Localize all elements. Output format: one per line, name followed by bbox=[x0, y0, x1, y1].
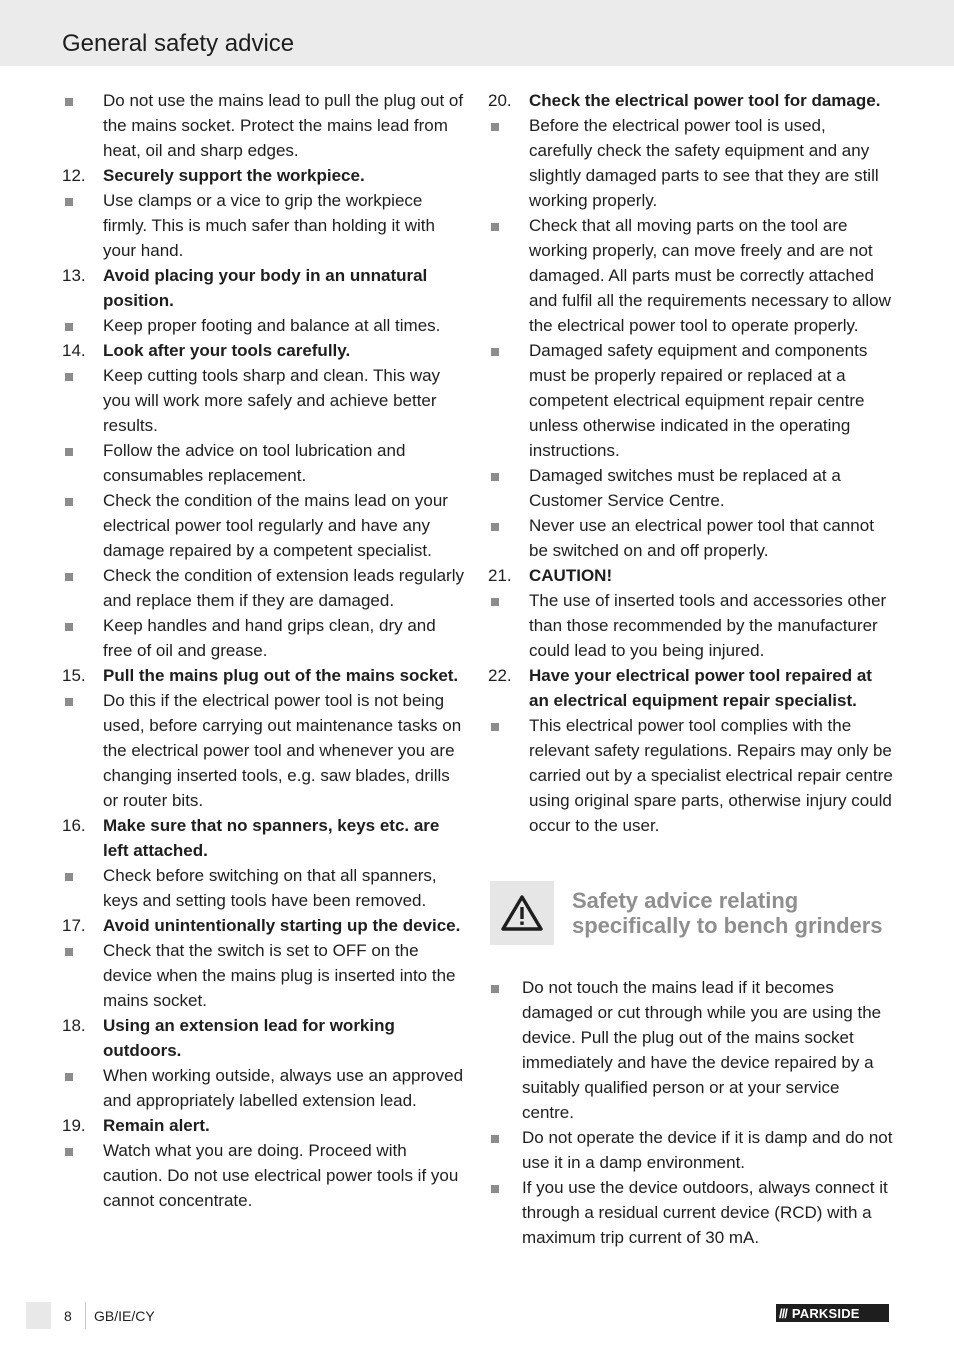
bullet-item bbox=[62, 313, 467, 338]
bullet-square bbox=[65, 448, 73, 456]
bullet-text: Do not touch the mains lead if it becomes damaged or cut through while you are using the device. Pull the plug out of the mains socket immediately and have the device repaired by a suitably qualified person or at your service centre. bbox=[522, 978, 882, 1122]
bullet-square bbox=[65, 623, 73, 631]
bullet-text: Follow the advice on tool lubrication and consumables replacement. bbox=[103, 441, 406, 485]
page-number: 8 bbox=[64, 1308, 72, 1324]
bullet-item bbox=[488, 588, 893, 663]
warning-box bbox=[490, 881, 554, 945]
brand-logo bbox=[776, 1304, 889, 1322]
bullet-square-icon bbox=[488, 588, 529, 613]
item-number: 14. bbox=[62, 341, 86, 360]
bullet-square-icon bbox=[488, 713, 529, 738]
warning-triangle-icon bbox=[500, 894, 544, 932]
bullet-square-icon bbox=[488, 513, 529, 538]
heading-text: Look after your tools carefully. bbox=[103, 341, 351, 360]
bullet-square bbox=[491, 123, 499, 131]
heading-text: Make sure that no spanners, keys etc. are left attached. bbox=[103, 816, 440, 860]
section-bullet-item bbox=[488, 975, 893, 1125]
numbered-heading bbox=[62, 263, 467, 313]
bullet-text: Check that the switch is set to OFF on the device when the mains plug is inserted into the mains socket. bbox=[103, 941, 456, 1010]
bullet-square bbox=[65, 498, 73, 506]
footer-divider bbox=[85, 1302, 86, 1329]
item-number: 16. bbox=[62, 816, 86, 835]
bullet-square-icon bbox=[62, 438, 103, 463]
numbered-heading bbox=[62, 813, 467, 863]
bullet-item bbox=[62, 363, 467, 438]
bullet-square bbox=[491, 985, 499, 993]
bullet-text: Keep handles and hand grips clean, dry and free of oil and grease. bbox=[103, 616, 436, 660]
page-header bbox=[0, 0, 954, 66]
bullet-text: Damaged safety equipment and components must be properly repaired or replaced at a competent electrical equipment repair centre unless otherwise indicated in the operating instructions. bbox=[529, 341, 868, 460]
bullet-item bbox=[62, 188, 467, 263]
bullet-square bbox=[65, 323, 73, 331]
bullet-square bbox=[65, 373, 73, 381]
bullet-square bbox=[491, 1185, 499, 1193]
bullet-item bbox=[488, 513, 893, 563]
heading-text: Remain alert. bbox=[103, 1116, 210, 1135]
item-number: 18. bbox=[62, 1016, 86, 1035]
bullet-square-icon bbox=[62, 488, 103, 513]
bullet-square bbox=[65, 1073, 73, 1081]
bullet-square bbox=[65, 98, 73, 106]
bullet-square-icon bbox=[62, 563, 103, 588]
bullet-square-icon bbox=[62, 1063, 103, 1088]
heading-text: Check the electrical power tool for damage. bbox=[529, 91, 881, 110]
bullet-square-icon bbox=[62, 88, 103, 113]
bullet-text: Check before switching on that all spanners, keys and setting tools have been removed. bbox=[103, 866, 437, 910]
item-number: 22. bbox=[488, 666, 512, 685]
numbered-heading bbox=[62, 338, 467, 363]
bullet-item bbox=[488, 338, 893, 463]
bullet-square bbox=[491, 1135, 499, 1143]
bullet-text: Keep proper footing and balance at all times. bbox=[103, 316, 441, 335]
right-column bbox=[488, 88, 893, 1250]
numbered-heading bbox=[62, 1113, 467, 1138]
bullet-square-icon bbox=[62, 938, 103, 963]
item-number: 17. bbox=[62, 916, 86, 935]
bullet-square bbox=[65, 698, 73, 706]
bullet-item bbox=[62, 1063, 467, 1113]
bullet-square-icon bbox=[488, 113, 529, 138]
bullet-square bbox=[491, 723, 499, 731]
heading-text: CAUTION! bbox=[529, 566, 613, 585]
section-bullet-item bbox=[488, 1125, 893, 1175]
item-number: 13. bbox=[62, 266, 86, 285]
bullet-item bbox=[62, 438, 467, 488]
section-bullet-item bbox=[488, 1175, 893, 1250]
heading-text: Have your electrical power tool repaired at an electrical equipment repair specialist. bbox=[529, 666, 872, 710]
bullet-square bbox=[65, 198, 73, 206]
bullet-item bbox=[62, 88, 467, 163]
item-number: 19. bbox=[62, 1116, 86, 1135]
bullet-text: This electrical power tool complies with the relevant safety regulations. Repairs may only be carried out by a specialist electrical repair centre using original spare parts, otherwise injury could occur to the user. bbox=[529, 716, 893, 835]
bullet-item bbox=[488, 213, 893, 338]
bullet-square-icon bbox=[488, 1175, 522, 1200]
region-code: GB/IE/CY bbox=[94, 1308, 155, 1324]
bullet-text: Watch what you are doing. Proceed with caution. Do not use electrical power tools if you cannot concentrate. bbox=[103, 1141, 459, 1210]
bullet-square bbox=[491, 473, 499, 481]
bullet-text: Never use an electrical power tool that cannot be switched on and off properly. bbox=[529, 516, 874, 560]
bullet-square bbox=[491, 523, 499, 531]
bullet-text: The use of inserted tools and accessories other than those recommended by the manufacturer could lead to you being injured. bbox=[529, 591, 887, 660]
item-number: 20. bbox=[488, 91, 512, 110]
bullet-square-icon bbox=[488, 213, 529, 238]
bullet-square-icon bbox=[488, 1125, 522, 1150]
bullet-item bbox=[62, 613, 467, 663]
bullet-text: Damaged switches must be replaced at a Customer Service Centre. bbox=[529, 466, 841, 510]
bullet-square bbox=[491, 348, 499, 356]
bullet-square-icon bbox=[488, 338, 529, 363]
bullet-item bbox=[62, 863, 467, 913]
bullet-item bbox=[62, 938, 467, 1013]
bullet-item bbox=[488, 463, 893, 513]
bullet-square-icon bbox=[62, 363, 103, 388]
bullet-text: Do this if the electrical power tool is not being used, before carrying out maintenance tasks on the electrical power tool and whenever you are changing inserted tools, e.g. saw blades, drills or router bits. bbox=[103, 691, 462, 810]
item-number: 21. bbox=[488, 566, 512, 585]
bullet-item bbox=[62, 488, 467, 563]
item-number: 12. bbox=[62, 166, 86, 185]
numbered-heading bbox=[488, 88, 893, 113]
section-heading bbox=[488, 881, 893, 945]
bullet-square-icon bbox=[488, 463, 529, 488]
bullet-item bbox=[62, 1138, 467, 1213]
bullet-text: Check the condition of the mains lead on your electrical power tool regularly and have any damage repaired by a competent specialist. bbox=[103, 491, 448, 560]
bullet-square-icon bbox=[488, 975, 522, 1000]
page-title: General safety advice bbox=[62, 30, 295, 57]
heading-text: Securely support the workpiece. bbox=[103, 166, 365, 185]
bullet-text: Use clamps or a vice to grip the workpiece firmly. This is much safer than holding it with your hand. bbox=[103, 191, 435, 260]
bullet-text: Do not operate the device if it is damp and do not use it in a damp environment. bbox=[522, 1128, 893, 1172]
heading-text: Using an extension lead for working outdoors. bbox=[103, 1016, 395, 1060]
bullet-square-icon bbox=[62, 613, 103, 638]
bullet-text: Check the condition of extension leads regularly and replace them if they are damaged. bbox=[103, 566, 464, 610]
bullet-square-icon bbox=[62, 188, 103, 213]
section-title: Safety advice relating specifically to bench grinders bbox=[572, 888, 883, 938]
bullet-text: Keep cutting tools sharp and clean. This way you will work more safely and achieve better results. bbox=[103, 366, 441, 435]
bullet-square-icon bbox=[62, 688, 103, 713]
bullet-square-icon bbox=[62, 1138, 103, 1163]
numbered-heading bbox=[62, 1013, 467, 1063]
bullet-item bbox=[62, 563, 467, 613]
heading-text: Pull the mains plug out of the mains socket. bbox=[103, 666, 459, 685]
item-number: 15. bbox=[62, 666, 86, 685]
bullet-item bbox=[488, 713, 893, 838]
bullet-square bbox=[65, 1148, 73, 1156]
heading-text: Avoid placing your body in an unnatural position. bbox=[103, 266, 428, 310]
heading-text: Avoid unintentionally starting up the device. bbox=[103, 916, 461, 935]
bullet-item bbox=[62, 688, 467, 813]
numbered-heading bbox=[62, 913, 467, 938]
numbered-heading bbox=[62, 663, 467, 688]
bullet-square bbox=[65, 573, 73, 581]
numbered-heading bbox=[62, 163, 467, 188]
bullet-text: If you use the device outdoors, always connect it through a residual current device (RCD) with a maximum trip current of 30 mA. bbox=[522, 1178, 888, 1247]
bullet-square bbox=[491, 223, 499, 231]
numbered-heading bbox=[488, 563, 893, 588]
bullet-square bbox=[491, 598, 499, 606]
bullet-text: Before the electrical power tool is used, carefully check the safety equipment and any slightly damaged parts to see that they are still working properly. bbox=[529, 116, 879, 210]
numbered-heading bbox=[488, 663, 893, 713]
brand-name: PARKSIDE bbox=[791, 1305, 860, 1321]
bullet-text: When working outside, always use an approved and appropriately labelled extension lead. bbox=[103, 1066, 464, 1110]
bullet-text: Check that all moving parts on the tool are working properly, can move freely and are not damaged. All parts must be correctly attached and fulfil all the requirements necessary to allow the electrical power tool to operate properly. bbox=[529, 216, 891, 335]
bullet-square-icon bbox=[62, 313, 103, 338]
footer-box bbox=[26, 1302, 51, 1329]
brand-slashes: /// bbox=[779, 1305, 787, 1321]
left-column bbox=[62, 88, 467, 1213]
bullet-square bbox=[65, 948, 73, 956]
bullet-text: Do not use the mains lead to pull the plug out of the mains socket. Protect the mains lead from heat, oil and sharp edges. bbox=[103, 91, 464, 160]
bullet-item bbox=[488, 113, 893, 213]
bullet-square bbox=[65, 873, 73, 881]
bullet-square-icon bbox=[62, 863, 103, 888]
